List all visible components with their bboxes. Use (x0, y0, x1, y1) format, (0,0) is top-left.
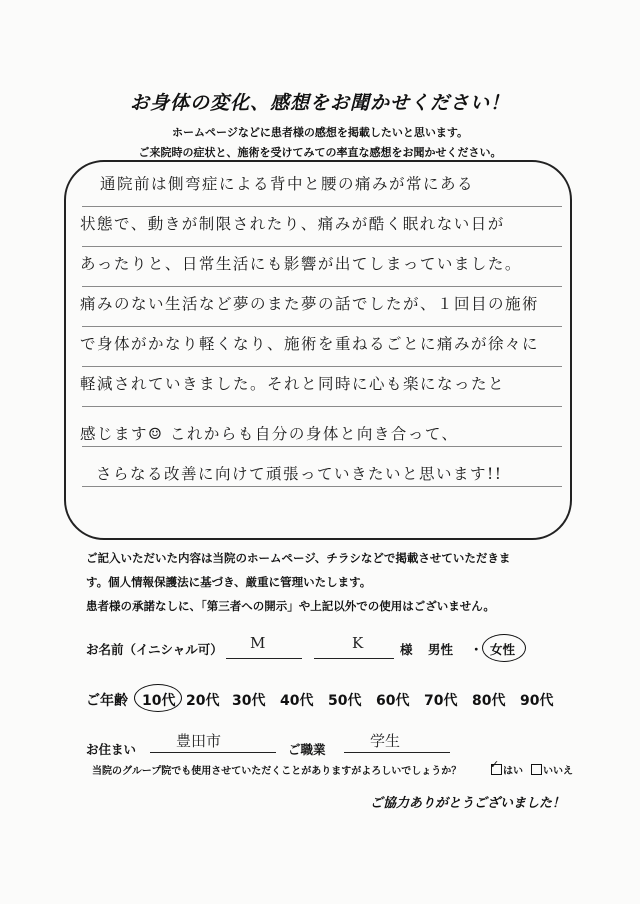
no-label: いいえ (543, 766, 573, 777)
no-checkbox[interactable] (531, 764, 542, 775)
comment-line: 軽減されていきました。それと同時に心も楽になったと (80, 375, 506, 393)
ruled-line (82, 486, 562, 487)
intro-line-2: ご来院時の症状と、施術を受けてみての率直な感想をお聞かせください。 (138, 146, 502, 159)
notice-line-1: ご記入いただいた内容は当院のホームページ、チラシなどで掲載させていただきま (86, 551, 511, 565)
age-option-30[interactable]: 30代 (232, 693, 266, 709)
age-option-10[interactable]: 10代 (142, 693, 176, 709)
comment-line: 状態で、動きが制限されたり、痛みが酷く眠れない日が (80, 215, 505, 233)
ruled-line (82, 326, 562, 327)
initial-last-underline (314, 658, 394, 659)
notice-line-3: 患者様の承諾なしに、「第三者への開示」や上記以外での使用はございません。 (86, 599, 495, 613)
male-option[interactable]: 男性 (428, 642, 454, 657)
female-option[interactable]: 女性 (490, 642, 516, 657)
address-underline (150, 752, 276, 753)
job-underline (344, 752, 450, 753)
age-selected-circle (134, 684, 182, 712)
comment-line: あったりと、日常生活にも影響が出てしまっていました。 (80, 255, 522, 273)
group-question: 当院のグループ院でも使用させていただくことがありますがよろしいでしょうか？ (92, 766, 462, 777)
job-label: ご職業 (288, 742, 326, 757)
ruled-line (82, 446, 562, 447)
ruled-line (82, 406, 562, 407)
ruled-line (82, 366, 562, 367)
name-label: お名前（イニシャル可） (86, 642, 223, 657)
address-label: お住まい (86, 742, 137, 757)
notice-line-2: す。個人情報保護法に基づき、厳重に管理いたします。 (86, 575, 372, 589)
initial-first-underline (226, 658, 302, 659)
yes-label: はい (503, 766, 523, 777)
age-option-70[interactable]: 70代 (424, 693, 458, 709)
initial-last[interactable]: K (352, 634, 364, 652)
female-selected-circle (482, 634, 526, 662)
age-option-20[interactable]: 20代 (186, 693, 220, 709)
comment-line: 痛みのない生活など夢のまた夢の話でしたが、１回目の施術 (80, 295, 540, 313)
ruled-line (82, 286, 562, 287)
initial-first[interactable]: M (250, 634, 266, 652)
ruled-line (82, 206, 562, 207)
check-mark-icon: ✓ (490, 758, 500, 771)
intro-line-1: ホームページなどに患者様の感想を掲載したいと思います。 (172, 126, 468, 139)
form-title: お身体の変化、感想をお聞かせください！ (129, 92, 510, 114)
thank-you-message: ご協力ありがとうございました！ (370, 796, 566, 811)
comment-line: 感じます☺ これからも自分の身体と向き合って、 (80, 425, 459, 443)
separator-dot: ・ (470, 642, 483, 657)
comment-line: で身体がかなり軽くなり、施術を重ねるごとに痛みが徐々に (80, 335, 540, 353)
address-value[interactable]: 豊田市 (176, 732, 222, 750)
sama-label: 様 (400, 642, 413, 657)
comment-line: さらなる改善に向けて頑張っていきたいと思います!! (96, 465, 503, 483)
age-option-80[interactable]: 80代 (472, 693, 506, 709)
age-label: ご年齢 (86, 693, 128, 709)
job-value[interactable]: 学生 (370, 732, 401, 750)
age-option-90[interactable]: 90代 (520, 693, 554, 709)
ruled-line (82, 246, 562, 247)
comment-line: 通院前は側弯症による背中と腰の痛みが常にある (100, 175, 475, 193)
age-option-60[interactable]: 60代 (376, 693, 410, 709)
age-option-40[interactable]: 40代 (280, 693, 314, 709)
age-option-50[interactable]: 50代 (328, 693, 362, 709)
